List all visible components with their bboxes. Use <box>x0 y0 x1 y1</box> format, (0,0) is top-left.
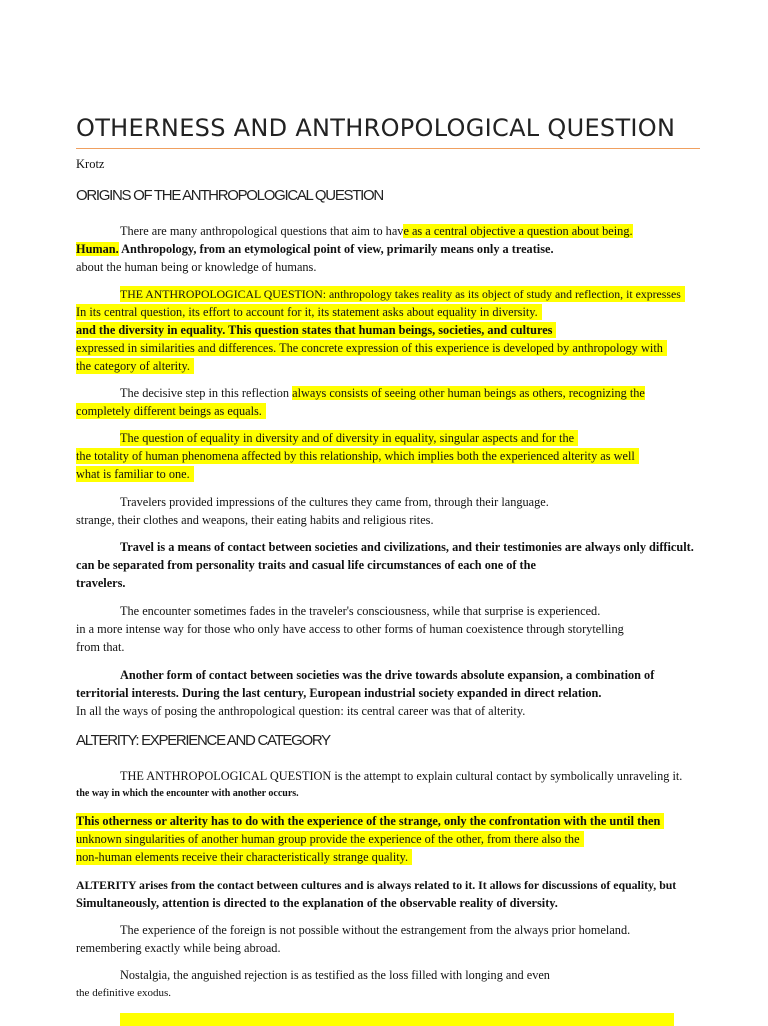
text-line: THE ANTHROPOLOGICAL QUESTION is the attempt to explain cultural contact by symbolically unraveling it. <box>120 769 683 783</box>
text-line-highlighted: completely different beings as equals. <box>76 403 266 419</box>
text-line-highlighted: what is familiar to one. <box>76 466 194 482</box>
text-line-highlighted: the totality of human phenomena affected by this relationship, which implies both the experienced alterity as well <box>76 448 639 464</box>
text-line: in a more intense way for those who only have access to other forms of human coexistence through storytelling <box>76 622 624 636</box>
text-line: strange, their clothes and weapons, their eating habits and religious rites. <box>76 513 434 527</box>
text-line-highlighted: and the diversity in equality. This question states that human beings, societies, and cultures <box>76 322 556 338</box>
text-line: about the human being or knowledge of humans. <box>76 260 317 274</box>
text-line: Travelers provided impressions of the cultures they came from, through their language. <box>120 495 549 509</box>
author-name: Krotz <box>76 157 105 171</box>
text-line: the definitive exodus. <box>76 987 172 999</box>
text-line-highlighted: This otherness or alterity has to do with the experience of the strange, only the confrontation with the until then <box>76 813 664 829</box>
text-line: remembering exactly while being abroad. <box>76 941 281 955</box>
text-line-bold: Travel is a means of contact between societies and civilizations, and their testimonies are always only difficult. <box>120 540 694 554</box>
text-line-bold: territorial interests. During the last century, European industrial society expanded in direct relation. <box>76 686 602 700</box>
text-line-highlighted: expressed in similarities and differences. The concrete expression of this experience is developed by anthropology with <box>76 340 667 356</box>
text-line-highlighted: unknown singularities of another human group provide the experience of the other, from there also the <box>76 831 584 847</box>
text-line: Human. Anthropology, from an etymological point of view, primarily means only a treatise. <box>76 242 554 256</box>
text-line-small: the way in which the encounter with another occurs. <box>76 788 299 799</box>
text-line-highlighted: non-human elements receive their characteristically strange quality. <box>76 849 412 865</box>
text-line-bold: Simultaneously, attention is directed to the explanation of the observable reality of diversity. <box>76 896 558 910</box>
text-line: In all the ways of posing the anthropological question: its central career was that of alterity. <box>76 704 526 718</box>
text-line-highlighted: THE ANTHROPOLOGICAL QUESTION: anthropology takes reality as its object of study and reflection, it expresses <box>120 286 685 302</box>
section-heading-origins: ORIGINS OF THE ANTHROPOLOGICAL QUESTION <box>76 187 383 204</box>
highlight-bar <box>120 1013 674 1026</box>
text-line-bold: ALTERITY arises from the contact between cultures and is always related to it. It allows for discussions of equality, but <box>76 878 677 892</box>
text-line: from that. <box>76 640 125 654</box>
section-heading-alterity: ALTERITY: EXPERIENCE AND CATEGORY <box>76 732 330 749</box>
text-line-highlighted: The question of equality in diversity and of diversity in equality, singular aspects and for the <box>120 430 578 446</box>
text-line: There are many anthropological questions that aim to have as a central objective a question about being. <box>120 224 633 238</box>
text-line-highlighted: In its central question, its effort to account for it, its statement asks about equality in diversity. <box>76 304 542 320</box>
text-line: The encounter sometimes fades in the traveler's consciousness, while that surprise is experienced. <box>120 604 601 618</box>
document-title: OTHERNESS AND ANTHROPOLOGICAL QUESTION <box>76 114 676 142</box>
text-line: The decisive step in this reflection always consists of seeing other human beings as others, recognizing the <box>120 386 645 400</box>
text-line-highlighted: the category of alterity. <box>76 358 194 374</box>
text-line-bold: travelers. <box>76 576 126 590</box>
text-line-bold: can be separated from personality traits and casual life circumstances of each one of the <box>76 558 536 572</box>
text-line: Nostalgia, the anguished rejection is as testified as the loss filled with longing and even <box>120 968 550 982</box>
text-line: The experience of the foreign is not possible without the estrangement from the always prior homeland. <box>120 923 631 937</box>
title-divider <box>76 148 700 149</box>
text-line-bold: Another form of contact between societies was the drive towards absolute expansion, a combination of <box>120 668 655 682</box>
